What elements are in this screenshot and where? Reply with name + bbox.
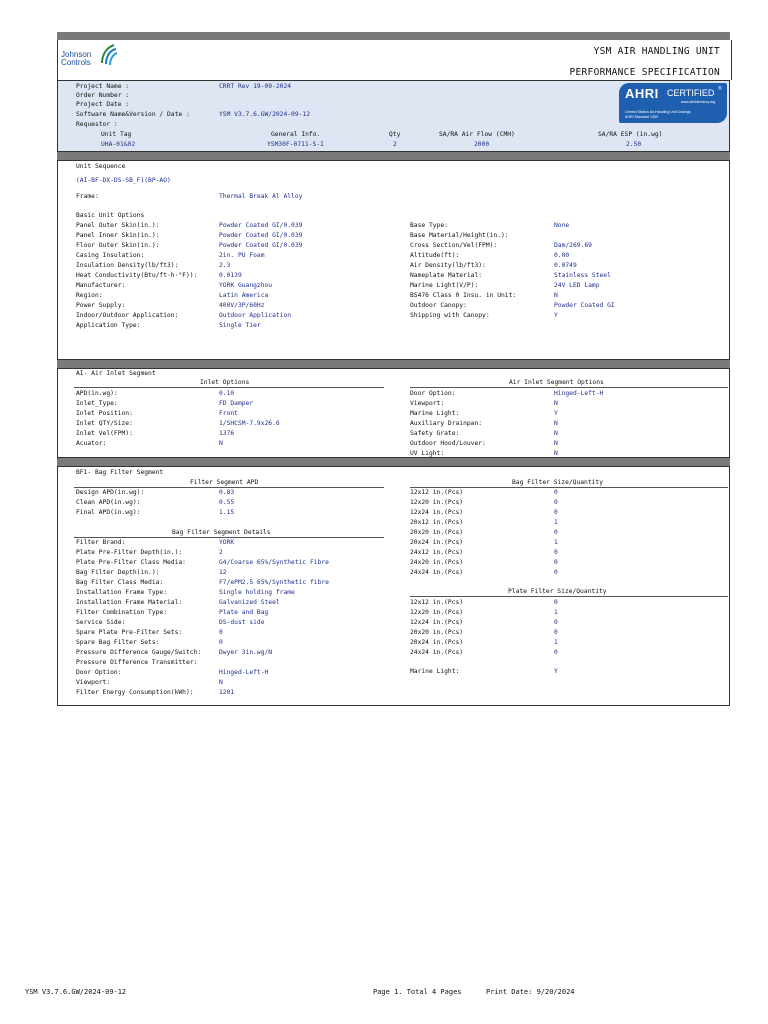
unit-sequence-value: (AI-BF-DX-DS-SB_F)(BP-AO)	[76, 177, 171, 184]
bag-detail-label: Plate Pre-Filter Class Media:	[76, 559, 186, 566]
plate-size-rule	[410, 596, 728, 597]
inlet-option-value: 0.10	[219, 390, 235, 397]
logo-line1: Johnson	[61, 50, 92, 59]
basic-option-label: Region:	[76, 292, 103, 299]
plate-size-heading: Plate Filter Size/Quantity	[508, 588, 607, 595]
plate-size-label: 20x24 in.(Pcs)	[410, 639, 464, 646]
bag-size-label: 20x12 in.(Pcs)	[410, 519, 464, 526]
doc-title-line1: YSM AIR HANDLING UNIT	[593, 46, 720, 57]
bag-size-value: 0	[554, 559, 558, 566]
filter-apd-rule	[74, 487, 384, 488]
basic-option-label: Manufacturer:	[76, 282, 126, 289]
basic-option-right-label: Nameplate Material:	[410, 272, 483, 279]
air-inlet-option-value: N	[554, 400, 558, 407]
bag-details-heading: Bag Filter Segment Details	[172, 529, 271, 536]
basic-option-right-label: Outdoor Canopy:	[410, 302, 467, 309]
basic-option-right-value: 0.00	[554, 252, 570, 259]
plate-size-label: 12x12 in.(Pcs)	[410, 599, 464, 606]
ahri-line1: Central Station Air-Handling Unit Casings	[625, 110, 691, 114]
basic-option-right-value: Y	[554, 312, 558, 319]
val-airflow: 2000	[474, 141, 490, 148]
air-inlet-option-label: Door Option:	[410, 390, 456, 397]
basic-option-right-value: 24V LED Lamp	[554, 282, 600, 289]
val-unit-tag: UHA-01&02	[101, 141, 136, 148]
inlet-options-heading: Inlet Options	[200, 379, 250, 386]
val-qty: 2	[393, 141, 397, 148]
bag-size-value: 0	[554, 509, 558, 516]
bag-detail-label: Plate Pre-Filter Depth(in.):	[76, 549, 183, 556]
air-inlet-option-value: Y	[554, 410, 558, 417]
basic-option-right-value: Powder Coated GI	[554, 302, 615, 309]
air-inlet-option-label: Viewport:	[410, 400, 445, 407]
basic-option-label: Indoor/Outdoor Application:	[76, 312, 179, 319]
basic-option-label: Casing Insulation:	[76, 252, 145, 259]
bag-size-label: 20x24 in.(Pcs)	[410, 539, 464, 546]
plate-size-label: 12x24 in.(Pcs)	[410, 619, 464, 626]
bag-detail-label: Installation Frame Type:	[76, 589, 167, 596]
footer-print-date: Print Date: 9/20/2024	[486, 988, 575, 996]
bag-detail-value: DS-dust side	[219, 619, 265, 626]
bag-detail-label: Spare Bag Filter Sets:	[76, 639, 160, 646]
bag-size-value: 0	[554, 569, 558, 576]
header-top-bar	[57, 32, 730, 40]
inlet-option-value: 1376	[219, 430, 235, 437]
basic-option-value: 2in. PU Foam	[219, 252, 265, 259]
bag-detail-label: Viewport:	[76, 679, 111, 686]
plate-size-value: 0	[554, 649, 558, 656]
bag-size-label: 12x12 in.(Pcs)	[410, 489, 464, 496]
basic-option-value: 400V/3P/60Hz	[219, 302, 265, 309]
air-inlet-option-value: Hinged-Left-H	[554, 390, 604, 397]
basic-option-value: 0.0139	[219, 272, 242, 279]
bag-size-rule	[410, 487, 728, 488]
software-value: YSM V3.7.6.GW/2024-09-12	[219, 111, 310, 118]
basic-option-label: Floor Outer Skin(in.):	[76, 242, 160, 249]
bag-detail-value: Hinged-Left-H	[219, 669, 269, 676]
project-name-value: CRRT Rev 19-09-2024	[219, 83, 292, 90]
inlet-option-label: Inlet Position:	[76, 410, 133, 417]
bag-size-value: 0	[554, 489, 558, 496]
unit-sequence-label: Unit Sequence	[76, 163, 126, 170]
unit-section	[57, 160, 730, 360]
col-unit-tag: Unit Tag	[101, 131, 132, 138]
bag-detail-value: 1201	[219, 689, 235, 696]
bf-marine-light-value: Y	[554, 668, 558, 675]
basic-option-value: Powder Coated GI/0.039	[219, 222, 303, 229]
basic-option-value: Latin America	[219, 292, 269, 299]
divider-bar-3	[57, 458, 730, 466]
bag-detail-value: Dwyer 3in.wg/N	[219, 649, 273, 656]
bag-detail-label: Pressure Difference Transmitter:	[76, 659, 198, 666]
basic-option-value: Single Tier	[219, 322, 261, 329]
col-airflow: SA/RA Air Flow (CMH)	[439, 131, 515, 138]
bag-detail-label: Door Option:	[76, 669, 122, 676]
bag-detail-value: Single holding frame	[219, 589, 295, 596]
inlet-option-label: Inlet QTY/Size:	[76, 420, 133, 427]
logo-mark-icon	[98, 43, 118, 67]
bag-size-label: 20x20 in.(Pcs)	[410, 529, 464, 536]
air-inlet-option-value: N	[554, 420, 558, 427]
bag-detail-value: Galvanized Steel	[219, 599, 280, 606]
bag-detail-value: F7/ePM2.5 65%/Synthetic fibre	[219, 579, 329, 586]
bag-detail-value: Plate and Bag	[219, 609, 269, 616]
basic-option-right-label: Marine Light(V/P):	[410, 282, 479, 289]
plate-size-value: 0	[554, 629, 558, 636]
bf-marine-light-label: Marine Light:	[410, 668, 460, 675]
basic-option-right-value: Dam/269.69	[554, 242, 592, 249]
bag-detail-label: Installation Frame Material:	[76, 599, 183, 606]
bag-detail-label: Bag Filter Class Media:	[76, 579, 164, 586]
air-inlet-title: AI- Air Inlet Segment	[76, 370, 156, 377]
basic-option-right-value: N	[554, 292, 558, 299]
frame-value: Thermal Break Al Alloy	[219, 193, 303, 200]
bag-size-value: 0	[554, 499, 558, 506]
air-inlet-option-label: Outdoor Hood/Louver:	[410, 440, 486, 447]
inlet-option-label: Acuator:	[76, 440, 107, 447]
ahri-certified-badge	[619, 83, 727, 123]
basic-option-right-value: 0.0749	[554, 262, 577, 269]
air-inlet-section	[57, 368, 730, 458]
filter-apd-label: Design APD(in.wg):	[76, 489, 145, 496]
project-date-label: Project Date :	[76, 101, 130, 108]
bag-size-value: 0	[554, 529, 558, 536]
val-general-info: YSM30F-0711-S-I	[267, 141, 324, 148]
plate-size-value: 0	[554, 599, 558, 606]
ahri-registered-mark: ®	[718, 86, 722, 92]
basic-option-label: Insulation Density(lb/ft3):	[76, 262, 179, 269]
inlet-option-value: Front	[219, 410, 238, 417]
air-inlet-option-label: Marine Light:	[410, 410, 460, 417]
basic-option-right-value: Stainless Steel	[554, 272, 611, 279]
bag-size-label: 24x24 in.(Pcs)	[410, 569, 464, 576]
inlet-option-label: APD(in.wg):	[76, 390, 118, 397]
basic-option-label: Panel Inner Skin(in.):	[76, 232, 160, 239]
basic-option-value: YORK Guangzhou	[219, 282, 273, 289]
filter-apd-label: Clean APD(in.wg):	[76, 499, 141, 506]
basic-option-label: Heat Conductivity(Btu/ft·h·°F)):	[76, 272, 198, 279]
inlet-option-label: Inlet Vel(FPM):	[76, 430, 133, 437]
bag-detail-value: YORK	[219, 539, 235, 546]
ahri-word: AHRI	[625, 86, 659, 101]
basic-option-value: Outdoor Application	[219, 312, 292, 319]
plate-size-value: 1	[554, 639, 558, 646]
basic-option-label: Power Supply:	[76, 302, 126, 309]
val-esp: 2.50	[626, 141, 642, 148]
bag-detail-label: Spare Plate Pre-Filter Sets:	[76, 629, 183, 636]
footer-version: YSM V3.7.6.GW/2024-09-12	[25, 988, 127, 996]
plate-size-value: 0	[554, 619, 558, 626]
filter-apd-value: 0.55	[219, 499, 235, 506]
bag-detail-value: 12	[219, 569, 227, 576]
plate-size-label: 20x20 in.(Pcs)	[410, 629, 464, 636]
bag-size-label: 24x20 in.(Pcs)	[410, 559, 464, 566]
basic-option-right-label: Shipping with Canopy:	[410, 312, 490, 319]
basic-options-label: Basic Unit Options	[76, 212, 145, 219]
bag-detail-label: Filter Brand:	[76, 539, 126, 546]
frame-label: Frame:	[76, 193, 99, 200]
bag-filter-title: BF1- Bag Filter Segment	[76, 469, 164, 476]
air-inlet-options-rule	[410, 387, 728, 388]
bag-size-label: 12x24 in.(Pcs)	[410, 509, 464, 516]
bag-size-value: 1	[554, 519, 558, 526]
bag-detail-value: 0	[219, 629, 223, 636]
air-inlet-option-label: Safety Grate:	[410, 430, 460, 437]
project-name-label: Project Name :	[76, 83, 130, 90]
bag-detail-label: Pressure Difference Gauge/Switch:	[76, 649, 202, 656]
basic-option-value: Powder Coated GI/0.039	[219, 232, 303, 239]
plate-size-label: 24x24 in.(Pcs)	[410, 649, 464, 656]
filter-apd-value: 0.83	[219, 489, 235, 496]
bag-size-value: 0	[554, 549, 558, 556]
bag-detail-value: 2	[219, 549, 223, 556]
inlet-option-value: N	[219, 440, 223, 447]
col-esp: SA/RA ESP (in.wg)	[598, 131, 663, 138]
inlet-options-rule	[74, 387, 384, 388]
divider-bar-2	[57, 360, 730, 368]
bag-size-label: 24x12 in.(Pcs)	[410, 549, 464, 556]
basic-option-right-label: Base Material/Height(in.):	[410, 232, 509, 239]
bag-size-label: 12x20 in.(Pcs)	[410, 499, 464, 506]
col-qty: Qty	[389, 131, 401, 138]
basic-option-value: 2.3	[219, 262, 231, 269]
logo-line2: Controls	[61, 58, 91, 67]
johnson-controls-logo	[58, 41, 120, 71]
basic-option-right-label: BS476 Class 0 Insu. in Unit:	[410, 292, 517, 299]
basic-option-right-label: Altitude(ft):	[410, 252, 460, 259]
plate-size-label: 12x20 in.(Pcs)	[410, 609, 464, 616]
air-inlet-option-value: N	[554, 450, 558, 457]
doc-title-line2: PERFORMANCE SPECIFICATION	[569, 67, 720, 78]
basic-option-right-value: None	[554, 222, 570, 229]
requestor-label: Requestor :	[76, 121, 118, 128]
ahri-site: www.ahridirectory.org	[681, 100, 716, 104]
bag-detail-label: Filter Combination Type:	[76, 609, 167, 616]
bag-detail-label: Filter Energy Consumption(kWh):	[76, 689, 194, 696]
filter-apd-heading: Filter Segment APD	[190, 479, 259, 486]
air-inlet-option-value: N	[554, 430, 558, 437]
ahri-line2: AHRI Standard 1350	[625, 115, 659, 119]
inlet-option-value: 1/SHCSM-7.9x26.6	[219, 420, 280, 427]
inlet-option-value: FD Damper	[219, 400, 254, 407]
bag-detail-value: N	[219, 679, 223, 686]
inlet-option-label: Inlet_Type:	[76, 400, 118, 407]
basic-option-right-label: Air Density(lb/ft3):	[410, 262, 486, 269]
air-inlet-options-heading: Air Inlet Segment Options	[509, 379, 604, 386]
bag-detail-label: Bag Filter Depth(in.):	[76, 569, 160, 576]
filter-apd-value: 1.15	[219, 509, 235, 516]
plate-size-value: 1	[554, 609, 558, 616]
basic-option-label: Application Type:	[76, 322, 141, 329]
bag-details-rule	[74, 537, 384, 538]
divider-bar-1	[57, 152, 730, 160]
air-inlet-option-label: Auxiliary Drainpan:	[410, 420, 483, 427]
air-inlet-option-value: N	[554, 440, 558, 447]
basic-option-value: Powder Coated GI/0.039	[219, 242, 303, 249]
order-number-label: Order Number :	[76, 92, 130, 99]
software-label: Software Name&Version / Date :	[76, 111, 190, 118]
footer-page: Page 1. Total 4 Pages	[373, 988, 462, 996]
ahri-certified-text: CERTIFIED	[667, 88, 715, 98]
bag-detail-label: Service Side:	[76, 619, 126, 626]
bag-size-value: 1	[554, 539, 558, 546]
basic-option-right-label: Cross Section/Vel(FPM):	[410, 242, 498, 249]
bag-detail-value: 0	[219, 639, 223, 646]
air-inlet-option-label: UV Light:	[410, 450, 445, 457]
basic-option-label: Panel Outer Skin(in.):	[76, 222, 160, 229]
col-general-info: General Info.	[271, 131, 321, 138]
bag-detail-value: G4/Coarse 65%/Synthetic Fibre	[219, 559, 329, 566]
bag-size-heading: Bag Filter Size/Quantity	[512, 479, 603, 486]
basic-option-right-label: Base Type:	[410, 222, 448, 229]
filter-apd-label: Final APD(in.wg):	[76, 509, 141, 516]
